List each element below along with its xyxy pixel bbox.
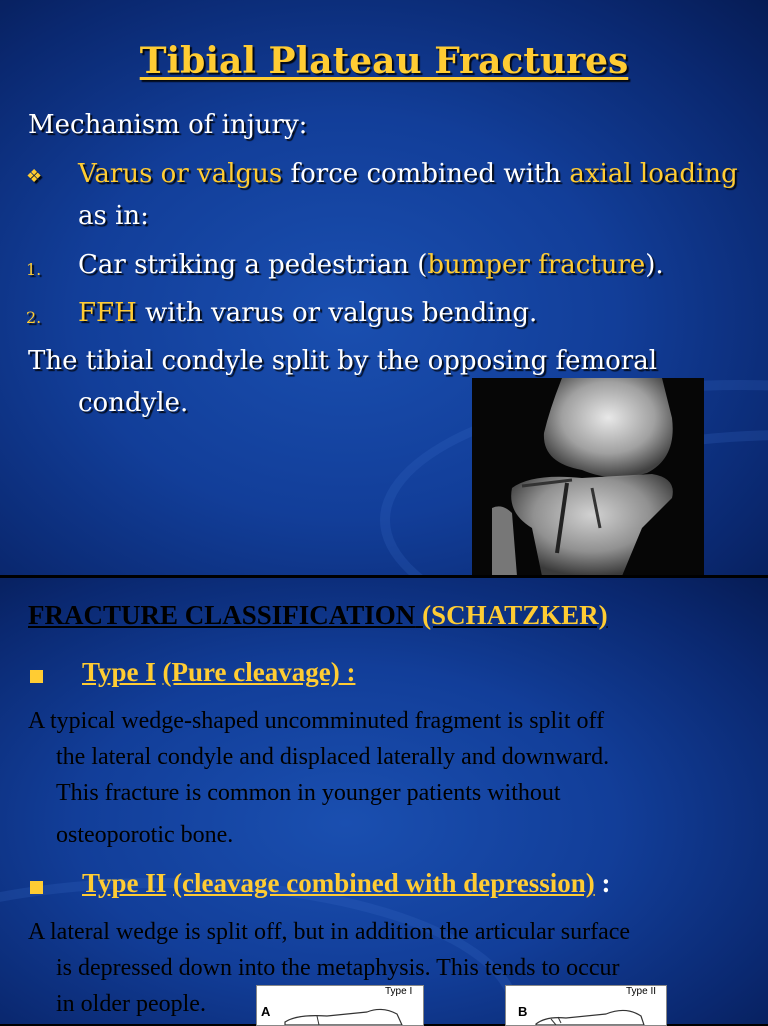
bullet-line-continuation: as in: <box>78 201 149 231</box>
slide-title: Tibial Plateau Fractures <box>139 40 629 82</box>
mechanism-heading: Mechanism of injury: <box>28 110 308 140</box>
paragraph-line: A typical wedge-shaped uncomminuted fragment is split off <box>28 708 605 734</box>
condyle-line-1: The tibial condyle split by the opposing femoral <box>28 346 658 376</box>
list-number-1: 1. <box>26 260 42 279</box>
highlight-ffh: FFH <box>78 298 137 328</box>
paragraph-line: the lateral condyle and displaced laterally and downward. <box>56 744 610 770</box>
list-item-2 <box>78 298 537 328</box>
type-1-description: (Pure cleavage) : <box>162 657 356 687</box>
knee-xray-icon <box>472 378 704 575</box>
tibia-diagram-icon <box>506 986 666 1025</box>
square-bullet-icon <box>30 670 43 683</box>
highlight-varus-valgus: Varus or valgus <box>78 159 283 189</box>
bullet-text: force combined with <box>282 159 570 189</box>
diamond-bullet-icon: ❖ <box>26 166 43 187</box>
type-2-colon: : <box>594 868 611 898</box>
paragraph-line: is depressed down into the metaphysis. This tends to occur <box>56 955 620 981</box>
square-bullet-icon <box>30 881 43 894</box>
paragraph-line: in older people. <box>56 991 206 1017</box>
list-number-2: 2. <box>26 308 42 327</box>
paragraph-line: This fracture is common in younger patients without <box>56 780 561 806</box>
diagram-label-type-2: Type II <box>626 986 657 997</box>
diagram-label-type-1: Type I <box>385 986 413 997</box>
list-item-1 <box>78 250 664 280</box>
knee-xray-image <box>472 378 704 575</box>
list-item-text: ). <box>645 250 664 280</box>
bullet-line <box>78 159 738 189</box>
paragraph-line: osteoporotic bone. <box>56 822 234 848</box>
type-2-diagram <box>505 985 667 1026</box>
paragraph-line: A lateral wedge is split off, but in addition the articular surface <box>28 919 631 945</box>
diagram-letter-b: B <box>518 1004 528 1019</box>
type-2-description: (cleavage combined with depression) <box>173 868 595 898</box>
highlight-bumper-fracture: bumper fracture <box>427 250 646 280</box>
classification-title: FRACTURE CLASSIFICATION <box>28 600 416 630</box>
tibia-diagram-icon <box>257 986 423 1025</box>
schatzker-label: (SCHATZKER) <box>422 600 608 630</box>
type-1-diagram <box>256 985 424 1026</box>
type-2-heading <box>82 868 611 899</box>
classification-heading <box>28 600 608 631</box>
diagram-letter-a: A <box>261 1004 271 1019</box>
highlight-axial-loading: axial loading <box>569 159 738 189</box>
type-1-paragraph <box>28 703 760 853</box>
list-item-text: Car striking a pedestrian ( <box>78 250 428 280</box>
type-1-name: Type I <box>82 657 156 687</box>
condyle-line-2: condyle. <box>78 388 189 418</box>
type-2-name: Type II <box>82 868 167 898</box>
type-1-heading <box>82 657 355 688</box>
list-item-text: with varus or valgus bending. <box>136 298 538 328</box>
